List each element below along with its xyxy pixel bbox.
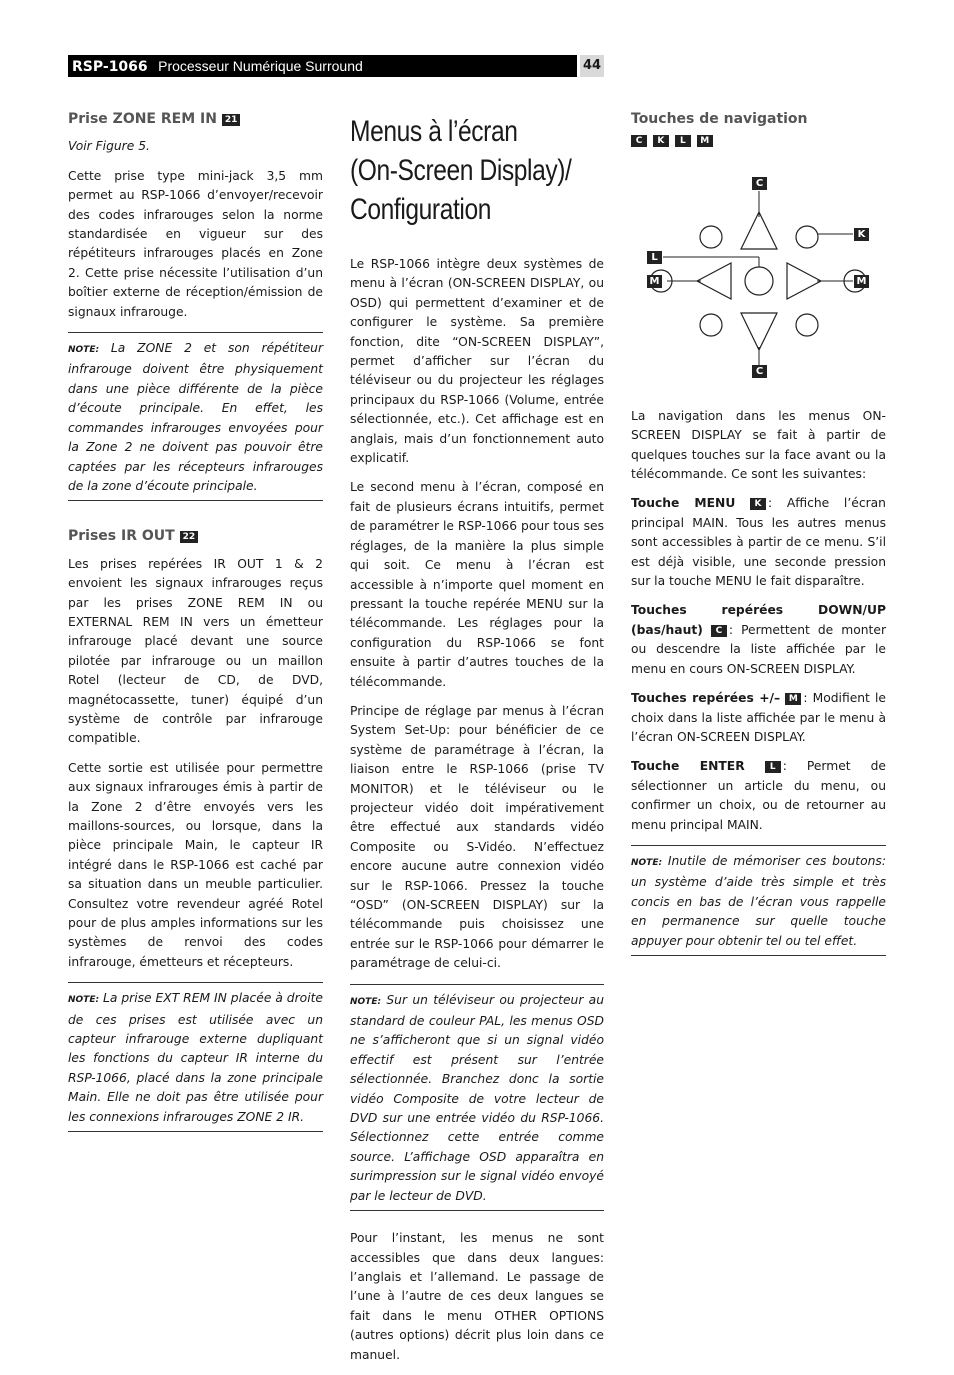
ref-badge: K [750,498,766,510]
menu-key-description [631,494,886,591]
ref-badge: K [653,135,669,147]
label-k: K [854,228,869,241]
paragraph: Cette sortie est utilisée pour permettre aux signaux infrarouges émis à partir de la Zone 2 d’être envoyés vers les maillons-sources, ou lorsque, dans la pièce principale Main, le capteur IR intégré dans le RSP-1066 est caché par sa situation dans un meuble particulier. Consultez votre revendeur agréé Rotel pour de plus amples informations sur les systèmes de renvoi des codes infrarouge, émetteurs et récepteurs. [68,760,323,969]
key-text: : Permettent de monter ou descendre la liste affichée par le menu en cours ON-SCREEN DISPLAY. [631,622,886,676]
section-title [350,112,612,229]
navigation-buttons-diagram [631,169,886,389]
enter-key-description [631,757,886,835]
paragraph: Les prises repérées IR OUT 1 & 2 envoient les signaux infrarouges reçus par les prises ZONE REM IN ou EXTERNAL REM IN vers un émetteur infrarouge placé devant une source pilotée par infrarouge ou un maillon Rotel (lecteur de CD, de DVD, magnétocassette, tuner) équipé d’un système de contrôle par infrarouge compatible. [68,556,323,746]
label-c-bottom: C [752,365,767,378]
paragraph: La navigation dans les menus ON-SCREEN DISPLAY se fait à partir de quelques touches sur la face avant ou la télécommande. Ce sont les suivantes: [631,408,886,482]
note-text: Sur un téléviseur ou projecteur au standard de couleur PAL, les menus OSD ne s’afficheront que si un signal vidéo effectif est présent sur l’entrée sélectionnée. Branchez donc la sortie vidéo Composite de votre lecteur de DVD sur une entrée vidéo du RSP-1066. Sélectionnez cette entrée comme source. L’affichage OSD apparaîtra en surimpression sur le signal vidéo envoyé par le lecteur de DVD. [350,992,604,1203]
model-name: RSP-1066 [72,59,148,75]
title-line: Configuration [350,193,492,226]
ref-badge: M [785,693,801,705]
left-arrow-button [697,263,731,299]
key-text: : Permet de sélectionner un article du menu, ou confirmer un choix, ou de retourner au menu principal MAIN. [631,759,886,832]
label-c-top: C [752,177,767,190]
label-m-right: M [854,275,869,288]
paragraph: Le second menu à l’écran, composé en fait de plusieurs écrans intuitifs, permet de paramétrer le RSP-1066 pour tous ses réglages, de la manière la plus simple qui soit. Ce menu à l’écran est accessible à n’importe quel moment en pressant la touche repérée MENU sur la télécommande. Les réglages pour la configuration du RSP-1066 se font ensuite à partir d’autres touches de la télécommande. [350,480,604,689]
note-text: Inutile de mémoriser ces boutons: un système d’aide très simple et très concis en bas de l’écran vous rappelle en permanence sur quelle touche appuyer pour obtenir tel ou tel effet. [631,853,886,948]
note-label: NOTE: [631,857,663,868]
note-box [68,332,323,501]
ref-badge: L [765,761,781,773]
ref-badge: L [675,135,691,147]
up-arrow-button [741,212,777,249]
heading-navigation: Touches de navigation [631,111,808,127]
heading-text: Prise ZONE REM IN [68,111,217,127]
heading-text: Prises IR OUT [68,528,175,545]
right-arrow-button [787,263,821,299]
title-line: Menus à l’écran [350,115,518,148]
paragraph: Le RSP-1066 intègre deux systèmes de menu à l’écran (ON-SCREEN DISPLAY, ou OSD) qui permettent d’examiner et de configurer le système. Sa première fonction, dite “ON-SCREEN DISPLAY”, permet d’afficher sur l’écran du téléviseur ou du projecteur les réglages principaux du RSP-1066 (Volume, entrée sélectionnée, etc.). Cet affichage est en anglais, mais d’un fonctionnement auto explicatif. [350,257,604,466]
label-m-left: M [647,275,662,288]
note-text: La prise EXT REM IN placée à droite de ces prises est utilisée avec un capteur infrarouge externe dupliquant les fonctions du capteur IR interne du RSP-1066, placé dans la zone principale Main. Elle ne doit pas être utilisée pour les connexions infrarouges ZONE 2 IR. [68,991,323,1124]
button-circle [700,314,722,336]
ref-badge: M [697,135,713,147]
key-name: Touches repérées DOWN/UP (bas/haut) [631,603,886,637]
note-label: NOTE: [350,996,382,1007]
paragraph: Pour l’instant, les menus ne sont accessibles que dans deux langues: l’anglais et l’allemand. Le passage de l’une à l’autre de ces deux langues se fait dans le menu OTHER OPTIONS (autres options) décrit plus loin dans ce manuel. [350,1231,604,1362]
plus-minus-key-description [631,689,886,747]
remote-buttons-svg [631,169,886,389]
paragraph: Cette prise type mini-jack 3,5 mm permet au RSP-1066 d’envoyer/recevoir des codes infrarouges selon la norme standardisée en vigueur sur des répétiteurs infrarouges placés en Zone 2. Cette prise nécessite l’utilisation d’un boîtier externe de réception/émission de signaux infrarouge. [68,168,323,319]
key-name: Touche ENTER [631,759,745,774]
key-text: : Affiche l’écran principal MAIN. Tous les autres menus sont accessibles à partir de ce menu. S’il est déjà visible, une seconde pression sur la touche MENU le fait disparaître. [631,496,886,589]
button-circle [796,314,818,336]
note-box [68,982,323,1132]
enter-button [745,267,773,295]
column-left [68,110,323,1142]
note-text: La ZONE 2 et son répétiteur infrarouge doivent être physiquement dans une pièce différente de la pièce d’écoute principale. En effet, les commandes infrarouges envoyées pour la Zone 2 ne doivent pas pouvoir être captées par les récepteurs infrarouges de la zone d’écoute principale. [68,341,323,493]
heading-ir-out [68,527,323,546]
button-circle [796,226,818,248]
page-header [68,55,604,77]
note-label: NOTE: [68,995,100,1006]
ref-badge: C [631,135,647,147]
figure-reference: Voir Figure 5. [68,139,150,154]
note-label: NOTE: [68,345,100,356]
note-box [350,984,604,1211]
heading-zone-rem-in [68,110,323,129]
page-number: 44 [580,55,604,77]
note-box [631,845,886,956]
ref-badge: 22 [180,531,199,543]
key-name: Touche MENU [631,496,736,511]
button-circle [700,226,722,248]
down-arrow-button [741,313,777,350]
title-line: (On-Screen Display)/ [350,154,572,187]
key-text: : Modifient le choix dans la liste affichée par le menu à l’écran ON-SCREEN DISPLAY. [631,691,886,744]
nav-badges [631,131,886,150]
label-l: L [647,251,662,264]
down-up-key-description [631,601,886,679]
column-right [631,110,886,966]
paragraph: Principe de réglage par menus à l’écran System Set-Up: pour bénéficier de ce système de paramétrage à l’écran, la liaison entre le RSP-1066 (prise TV MONITOR) et le téléviseur ou le projecteur vidéo doit impérativement être effectué aux standards vidéo Composite ou S-Vidéo. N’effectuez encore aucune autre connexion vidéo sur le RSP-1066. Pressez la touche “OSD” (ON-SCREEN DISPLAY) sur la télécommande puis choisissez une entrée sur le RSP-1066 pour démarrer le paramétrage de celui-ci. [350,703,604,971]
header-subtitle: Processeur Numérique Surround [158,58,363,74]
header-bar [68,55,577,77]
key-name: Touches repérées +/– [631,691,781,706]
column-middle [350,110,604,1375]
ref-badge: C [711,625,727,637]
ref-badge: 21 [222,114,241,126]
